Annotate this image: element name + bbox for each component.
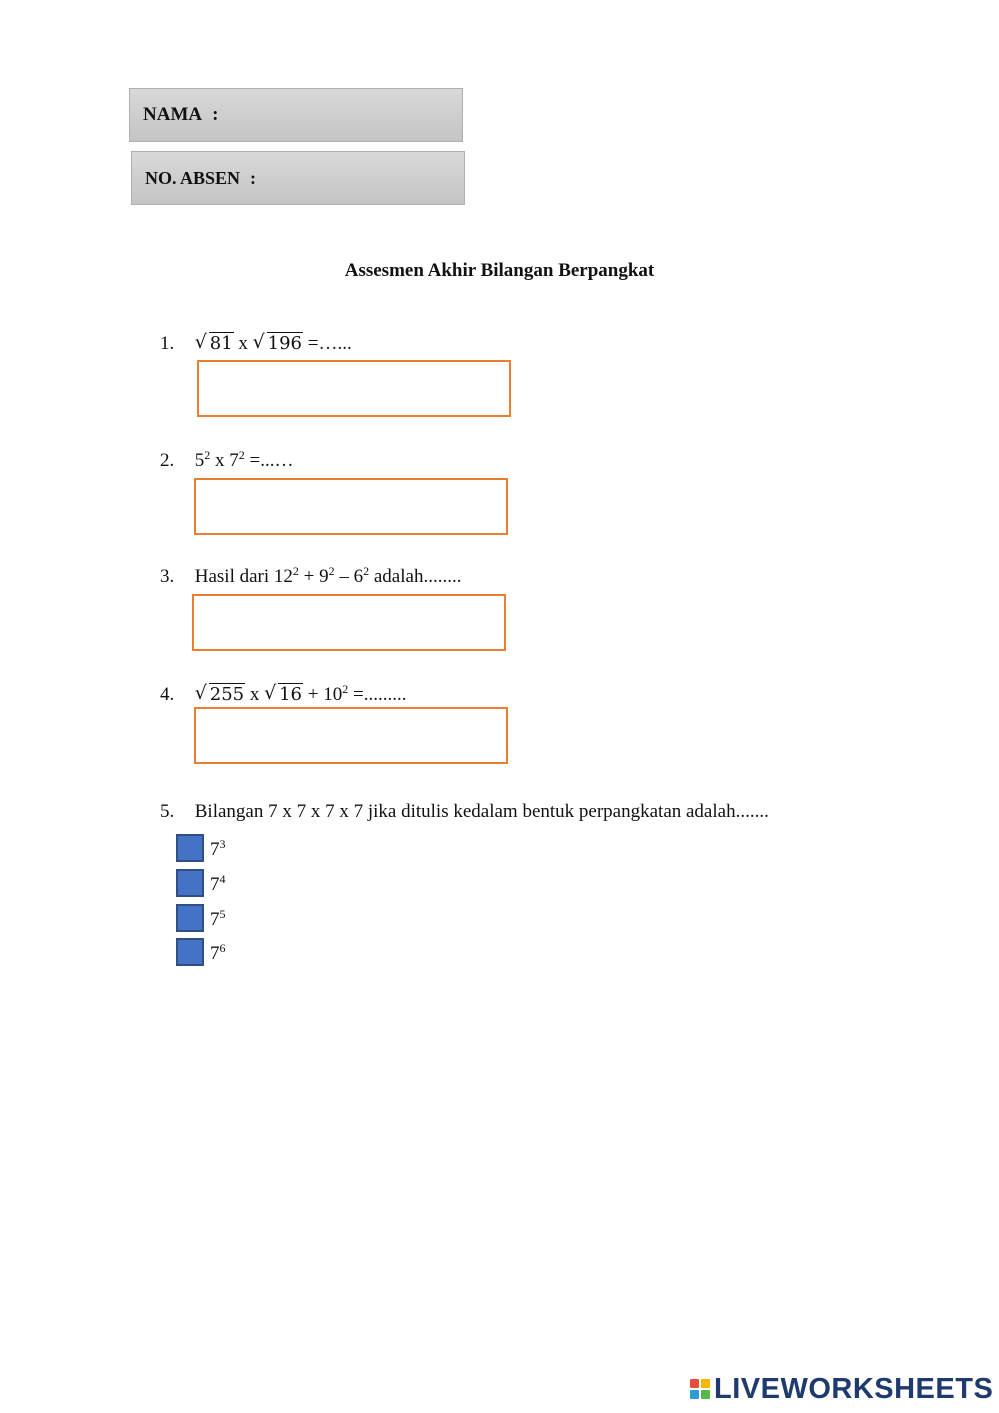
question-number: 3.: [160, 566, 175, 587]
option-4[interactable]: [176, 938, 226, 968]
question-number: 1.: [160, 333, 175, 354]
option-label: [210, 874, 226, 896]
liveworksheets-logo: [690, 1373, 993, 1405]
base: 9: [319, 566, 329, 587]
question-number: 2.: [160, 450, 175, 471]
base: 10: [323, 684, 343, 705]
answer-box-2[interactable]: [194, 478, 508, 535]
exponent: 4: [219, 872, 226, 886]
question-5: [160, 801, 769, 823]
question-2: [160, 450, 293, 472]
base: 7: [210, 839, 220, 860]
question-3: [160, 566, 461, 588]
base: 12: [273, 566, 293, 587]
logo-tile: [690, 1379, 699, 1388]
base: 7: [229, 450, 239, 471]
answer-box-1[interactable]: [197, 360, 511, 417]
logo-tile: [701, 1390, 710, 1399]
radicand: 81: [209, 333, 233, 354]
operator: x: [238, 333, 248, 354]
option-label: [210, 943, 226, 965]
name-field[interactable]: [129, 88, 463, 142]
name-separator: :: [212, 104, 219, 125]
radicand: 196: [267, 333, 303, 354]
absen-separator: :: [250, 167, 257, 188]
base: 7: [210, 909, 220, 930]
question-1: [160, 333, 352, 355]
radicand: 16: [279, 684, 303, 705]
liveworksheets-logo-icon: [690, 1379, 710, 1399]
radicand: 255: [209, 684, 245, 705]
operator: –: [339, 566, 349, 587]
question-tail: adalah........: [373, 566, 462, 587]
base: 7: [210, 943, 220, 964]
logo-tile: [701, 1379, 710, 1388]
exponent: 2: [238, 448, 245, 462]
answer-box-4[interactable]: [194, 707, 508, 764]
exponent: 2: [363, 564, 370, 578]
radical: [195, 333, 234, 354]
option-checkbox[interactable]: [176, 938, 204, 966]
question-number: 5.: [160, 801, 175, 822]
base: 6: [353, 566, 364, 587]
logo-tile: [690, 1390, 699, 1399]
question-tail: =.........: [352, 684, 407, 705]
option-3[interactable]: [176, 904, 226, 934]
radical: [195, 684, 245, 705]
operator: +: [303, 566, 315, 587]
option-label: [210, 909, 226, 931]
page-title: Assesmen Akhir Bilangan Berpangkat: [344, 260, 655, 281]
option-checkbox[interactable]: [176, 869, 204, 897]
exponent: 2: [342, 682, 349, 696]
option-checkbox[interactable]: [176, 834, 204, 862]
absen-field[interactable]: [131, 151, 465, 205]
answer-box-3[interactable]: [192, 594, 506, 651]
option-2[interactable]: [176, 869, 226, 899]
base: 7: [210, 874, 220, 895]
operator: x: [249, 684, 260, 705]
operator: x: [215, 450, 225, 471]
logo-text: LIVEWORKSHEETS: [714, 1372, 994, 1405]
question-prefix: Hasil dari: [194, 566, 270, 587]
exponent: 6: [219, 941, 226, 955]
operator: +: [307, 684, 319, 705]
question-number: 4.: [160, 684, 175, 705]
exponent: 5: [219, 907, 226, 921]
absen-label: NO. ABSEN: [145, 167, 241, 188]
base: 5: [194, 450, 205, 471]
option-1[interactable]: [176, 834, 226, 864]
question-tail: =…...: [307, 333, 352, 354]
question-text: Bilangan 7 x 7 x 7 x 7 jika ditulis kedalam bentuk perpangkatan adalah.......: [194, 801, 769, 822]
option-checkbox[interactable]: [176, 904, 204, 932]
exponent: 3: [219, 837, 226, 851]
question-4: [160, 684, 406, 706]
option-label: [210, 839, 226, 861]
question-tail: =...…: [249, 450, 294, 471]
exponent: 2: [328, 564, 335, 578]
exponent: 2: [204, 448, 211, 462]
radical: [264, 684, 303, 705]
exponent: 2: [292, 564, 299, 578]
radical: [253, 333, 303, 354]
name-label: NAMA: [143, 104, 203, 125]
